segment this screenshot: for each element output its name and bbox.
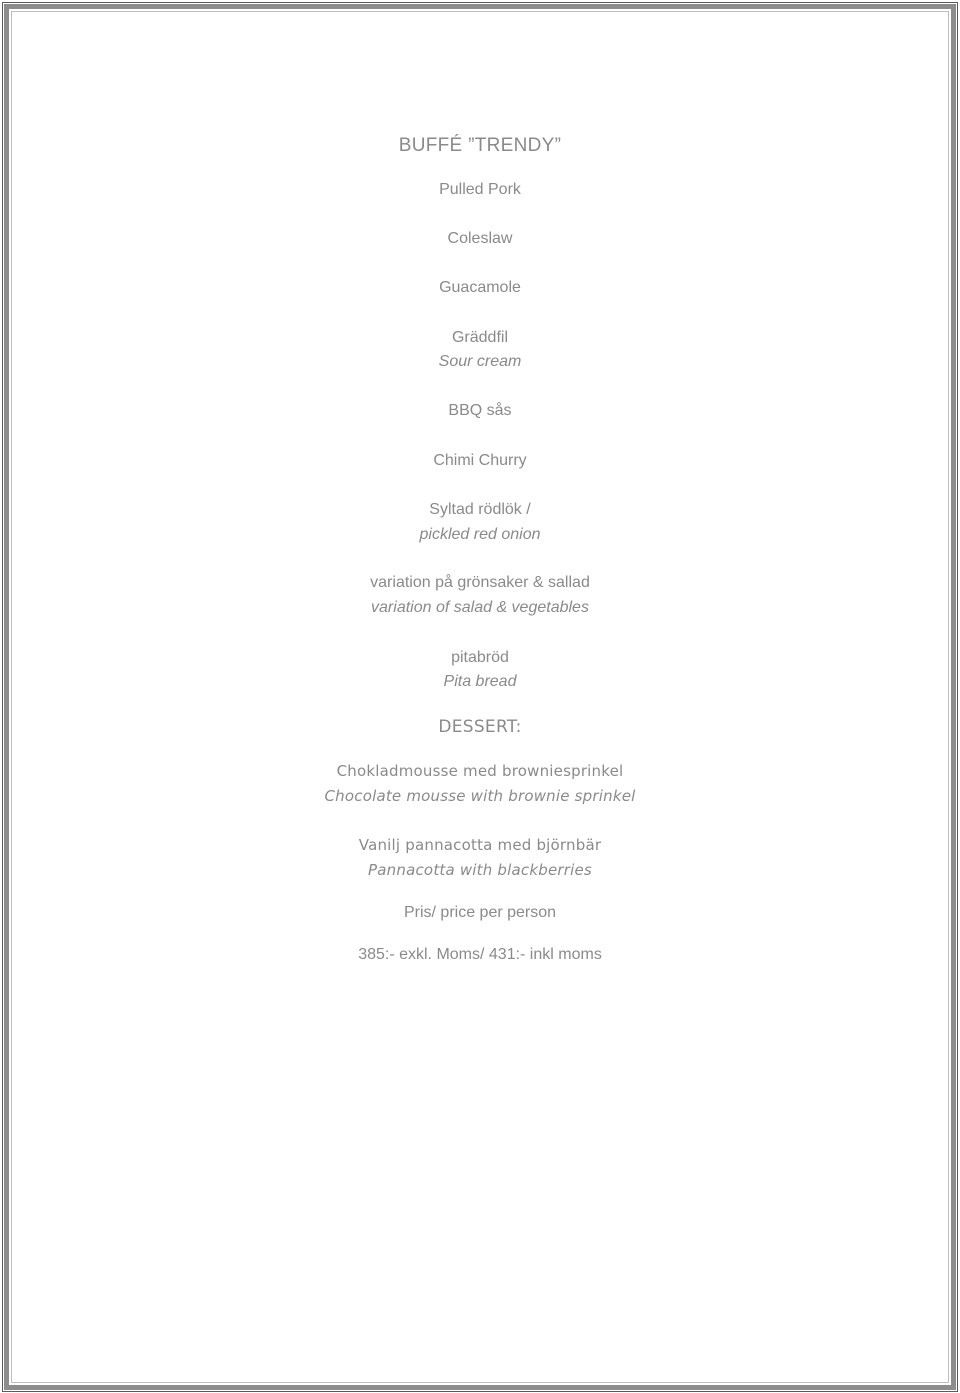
menu-item-pita-bread: Pita bread — [443, 673, 517, 690]
menu-item-guacamole: Guacamole — [439, 279, 521, 296]
menu-item-pitabrod: pitabröd — [451, 649, 509, 666]
dessert-pannacotta-sv: Vanilj pannacotta med björnbär — [358, 836, 602, 854]
menu-item-pickled-red-onion: pickled red onion — [419, 526, 541, 543]
menu-item-coleslaw: Coleslaw — [447, 230, 513, 247]
menu-item-syltad-rodlok: Syltad rödlök / — [429, 501, 531, 518]
menu-item-chimi-churry: Chimi Churry — [433, 452, 527, 469]
menu-item-variation-sv: variation på grönsaker & sallad — [370, 574, 590, 591]
price-value: 385:- exkl. Moms/ 431:- inkl moms — [358, 946, 602, 963]
menu-title: BUFFÉ ”TRENDY” — [398, 135, 562, 156]
price-label: Pris/ price per person — [403, 904, 557, 921]
menu-item-sour-cream: Sour cream — [438, 353, 522, 370]
menu-item-graddfil: Gräddfil — [451, 329, 509, 346]
dessert-mousse-en: Chocolate mousse with brownie sprinkel — [324, 787, 636, 805]
dessert-mousse-sv: Chokladmousse med browniesprinkel — [336, 762, 624, 780]
dessert-pannacotta-en: Pannacotta with blackberries — [368, 861, 592, 879]
page-border — [4, 4, 956, 1390]
menu-item-bbq: BBQ sås — [448, 402, 512, 419]
dessert-heading: DESSERT: — [438, 717, 522, 737]
menu-item-pulled-pork: Pulled Pork — [439, 181, 521, 198]
menu-item-variation-en: variation of salad & vegetables — [371, 599, 589, 616]
